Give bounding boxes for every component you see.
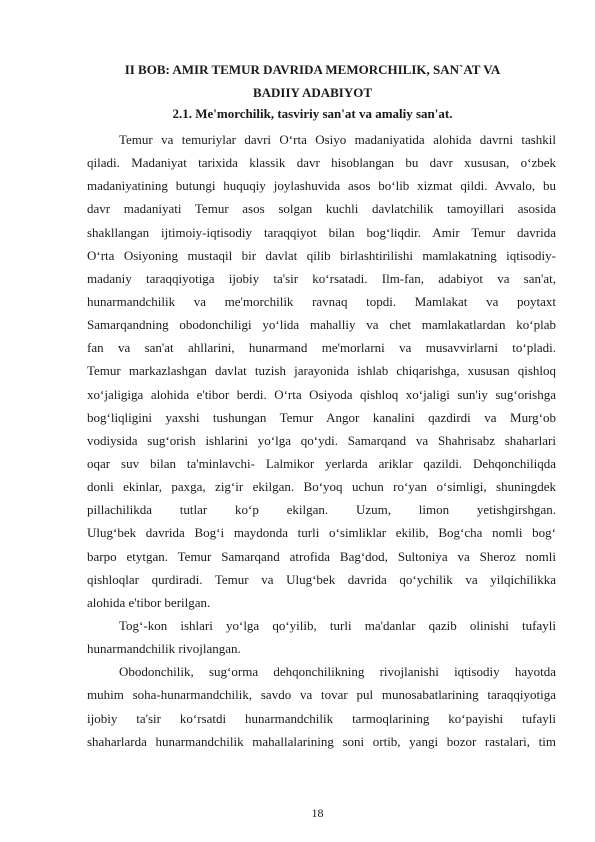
chapter-title — [70, 58, 555, 104]
text-line: Samarqandning obodonchiligi yo‘lida mahalliy va chet mamlakatlardan ko‘plab — [87, 317, 556, 333]
text-line: donli ekinlar, paxga, zig‘ir ekilgan. Bo‘yoq uchun ro‘yan o‘simligi, shuningdek — [87, 479, 556, 495]
text-line: shaharlarda hunarmandchilik mahallalarining soni ortib, yangi bozor rastalari, tim — [87, 733, 556, 749]
text-line: pillachilikda tutlar ko‘p ekilgan. Uzum, limon yetishgirshgan. — [87, 502, 556, 518]
text-line: Temur va temuriylar davri O‘rta Osiyo madaniyatida alohida davrni tashkil — [119, 132, 556, 147]
text-line: barpo etytgan. Temur Samarqand atrofida Bag‘dod, Sultoniya va Sheroz nomli — [87, 548, 556, 564]
chapter-title-line-2: BADIIY ADABIYOT — [252, 85, 373, 100]
text-line: oqar suv bilan ta'minlavchi- Lalmikor yerlarda ariklar qazildi. Dehqonchiliqda — [87, 455, 556, 471]
text-line: bog‘liqligini yaxshi tushungan Temur Angor kanalini qazdirdi va Murg‘ob — [87, 409, 556, 425]
page-number: 18 — [311, 806, 324, 820]
text-line: qiladi. Madaniyat tarixida klassik davr hisoblangan bu davr xususan, o‘zbek — [87, 155, 556, 171]
text-line: fan va san'at ahllarini, hunarmand me'morlarni va musavvirlarni to‘pladi. — [87, 340, 556, 356]
chapter-title-line-1: II BOB: AMIR TEMUR DAVRIDA MEMORCHILIK, SAN`AT VA — [124, 62, 501, 77]
body-text — [87, 128, 556, 753]
text-line: hunarmandchilik va me'morchilik ravnaq topdi. Mamlakat va poytaxt — [87, 293, 556, 309]
text-line: muhim soha-hunarmandchilik, savdo va tovar pul munosabatlarining taraqqiyotiga — [87, 687, 556, 703]
text-line: davr madaniyati Temur asos solgan kuchli davlatchilik tamoyillari asosida — [87, 201, 556, 217]
text-line: Temur markazlashgan davlat tuzish jarayonida ishlab chiqarishga, xususan qishloq — [87, 363, 556, 379]
text-line: alohida e'tibor berilgan. — [87, 594, 211, 610]
text-line: madaniy taraqqiyotiga ijobiy ta'sir ko‘rsatadi. Ilm-fan, adabiyot va san'at, — [87, 270, 556, 286]
text-line: ijobiy ta'sir ko‘rsatdi hunarmandchilik tarmoqlarining ko‘payishi tufayli — [87, 710, 556, 726]
text-line: xo‘jaligiga alohida e'tibor berdi. O‘rta Osiyoda qishloq xo‘jaligi sun'iy sug‘orishga — [87, 386, 556, 402]
text-line: Ulug‘bek davrida Bog‘i maydonda turli o‘simliklar ekilib, Bog‘cha nomli bog‘ — [87, 525, 556, 541]
text-line: Tog‘-kon ishlari yo‘lga qo‘yilib, turli ma'danlar qazib olinishi tufayli — [119, 617, 556, 633]
text-line: Obodonchilik, sug‘orma dehqonchilikning rivojlanishi iqtisodiy hayotda — [119, 664, 556, 680]
text-line: vodiysida sug‘orish ishlarini yo‘lga qo‘ydi. Samarqand va Shahrisabz shaharlari — [87, 432, 556, 448]
text-line: madaniyatining butungi huquqiy joylashuvida asos bo‘lib xizmat qildi. Avvalo, bu — [87, 178, 556, 194]
text-line: hunarmandchilik rivojlangan. — [87, 641, 241, 657]
text-line: qishloqlar qurdiradi. Temur va Ulug‘bek davrida qo‘ychilik va yilqichilikka — [87, 571, 556, 587]
text-line: O‘rta Osiyoning mustaqil bir davlat qilib birlashtirilishi mamlakatning iqtisodiy- — [87, 247, 556, 263]
section-title: 2.1. Me'morchilik, tasviriy san'at va amaliy san'at. — [172, 106, 453, 121]
text-line: shakllangan ijtimoiy-iqtisodiy taraqqiyot bilan bog‘liqdir. Amir Temur davrida — [87, 224, 556, 240]
